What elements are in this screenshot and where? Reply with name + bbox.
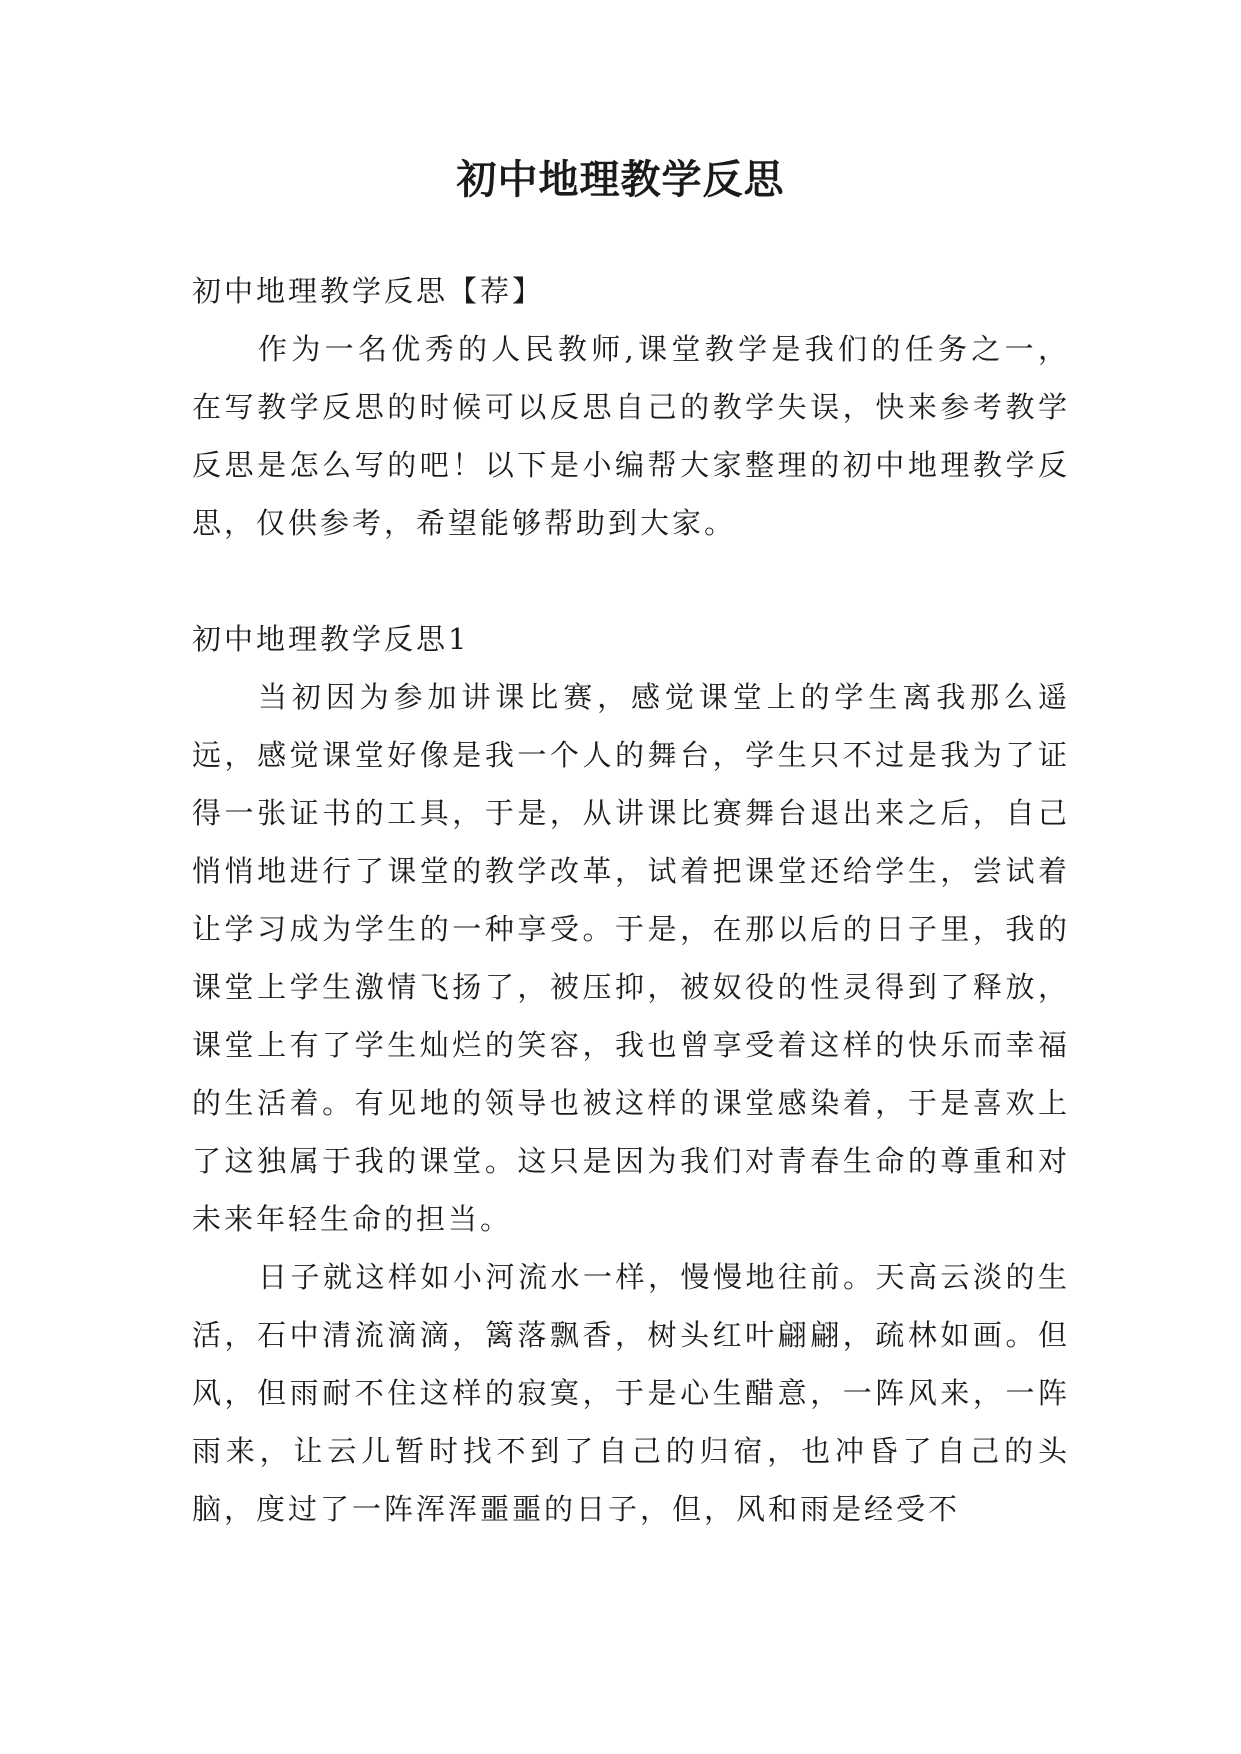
- paragraph-spacer: [192, 552, 1070, 610]
- body-paragraph-1: 当初因为参加讲课比赛，感觉课堂上的学生离我那么遥远，感觉课堂好像是我一个人的舞台，学生只不过是我为了证得一张证书的工具，于是，从讲课比赛舞台退出来之后，自己悄悄地进行了课堂的教学改革，试着把课堂还给学生，尝试着让学习成为学生的一种享受。于是，在那以后的日子里，我的课堂上学生激情飞扬了，被压抑，被奴役的性灵得到了释放，课堂上有了学生灿烂的笑容，我也曾享受着这样的快乐而幸福的生活着。有见地的领导也被这样的课堂感染着，于是喜欢上了这独属于我的课堂。这只是因为我们对青春生命的尊重和对未来年轻生命的担当。: [192, 680, 1070, 1236]
- body-paragraph-2: 日子就这样如小河流水一样，慢慢地往前。天高云淡的生活，石中清流滴滴，篱落飘香，树头红叶翩翩，疏林如画。但风，但雨耐不住这样的寂寞，于是心生醋意，一阵风来，一阵雨来，让云儿暂时找不到了自己的归宿，也冲昏了自己的头脑，度过了一阵浑浑噩噩的日子，但，风和雨是经受不: [192, 1260, 1070, 1526]
- document-subtitle: 初中地理教学反思【荐】: [192, 274, 545, 308]
- document-body: [192, 262, 1070, 1538]
- intro-paragraph: 作为一名优秀的人民教师,课堂教学是我们的任务之一，在写教学反思的时候可以反思自己的教学失误，快来参考教学反思是怎么写的吧！以下是小编帮大家整理的初中地理教学反思，仅供参考，希望能够帮助到大家。: [192, 332, 1070, 540]
- section-heading: 初中地理教学反思1: [192, 622, 470, 656]
- page-title: 初中地理教学反思: [456, 156, 785, 203]
